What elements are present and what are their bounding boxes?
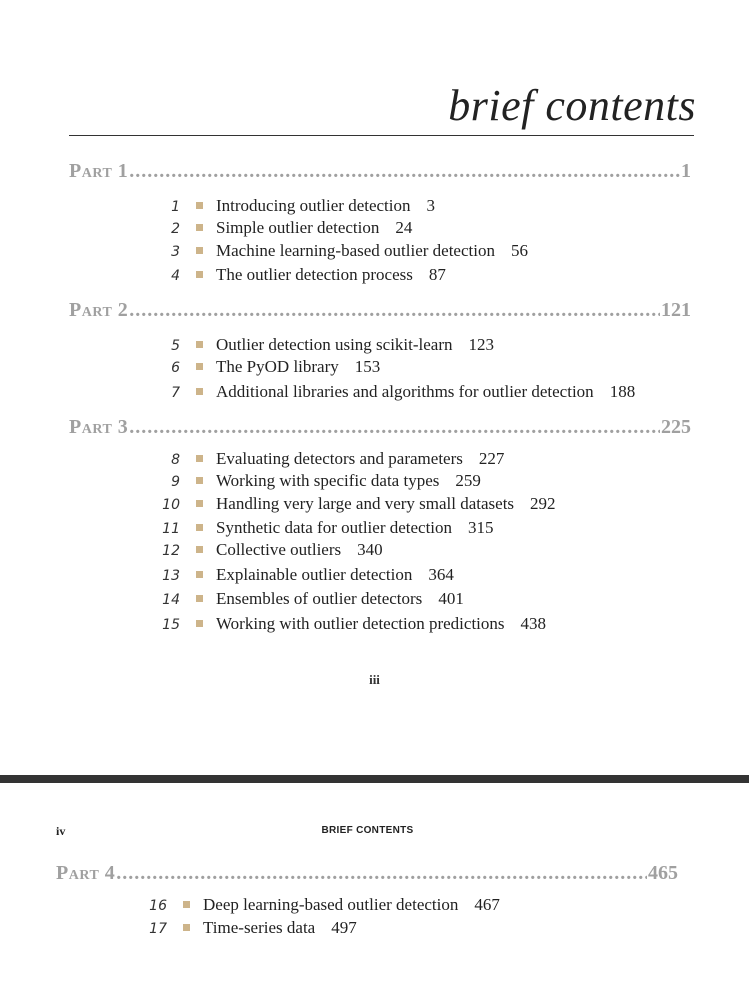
chapter-number: 17 <box>149 921 167 937</box>
chapter-title: Simple outlier detection <box>216 218 380 237</box>
chapter-number: 10 <box>162 497 180 513</box>
chapter-title: Working with outlier detection predictions <box>216 614 505 633</box>
part-page-number: 1 <box>681 160 691 182</box>
toc-chapter-entry[interactable] <box>0 357 700 379</box>
chapter-page-number: 227 <box>478 449 505 468</box>
chapter-number: 5 <box>171 338 180 354</box>
dot-leader <box>116 862 647 885</box>
toc-chapter-entry[interactable] <box>0 518 700 540</box>
chapter-page-number: 315 <box>468 518 494 537</box>
toc-chapter-entry[interactable] <box>0 540 700 562</box>
part-heading[interactable] <box>69 416 691 442</box>
toc-chapter-entry[interactable] <box>0 382 700 404</box>
chapter-page-number: 153 <box>354 357 381 376</box>
chapter-title: Introducing outlier detection <box>216 196 411 215</box>
chapter-number: 2 <box>171 221 180 237</box>
chapter-title: Working with specific data types <box>216 471 440 490</box>
toc-chapter-entry[interactable] <box>0 471 700 493</box>
chapter-number: 8 <box>171 452 180 468</box>
bullet-square-icon <box>196 363 203 370</box>
chapter-title: Explainable outlier detection <box>216 565 413 584</box>
chapter-number: 7 <box>171 385 180 401</box>
page-divider <box>0 775 749 783</box>
chapter-title: Ensembles of outlier detectors <box>216 589 423 608</box>
bullet-square-icon <box>196 595 203 602</box>
toc-chapter-entry[interactable] <box>0 589 700 611</box>
bullet-square-icon <box>196 224 203 231</box>
chapter-page-number: 24 <box>395 218 413 237</box>
chapter-page-number: 340 <box>357 540 383 559</box>
chapter-number: 4 <box>171 268 180 284</box>
chapter-number: 12 <box>162 543 180 559</box>
part-label: Part 4 <box>56 862 116 884</box>
chapter-page-number: 123 <box>468 335 495 354</box>
chapter-title: Handling very large and very small datasets <box>216 494 515 513</box>
part-heading[interactable] <box>69 299 691 325</box>
part-page-number: 121 <box>661 299 691 321</box>
chapter-page-number: 87 <box>428 265 446 284</box>
dot-leader <box>129 299 660 322</box>
chapter-number: 15 <box>162 617 180 633</box>
chapter-title: Outlier detection using scikit-learn <box>216 335 453 354</box>
bullet-square-icon <box>196 388 203 395</box>
chapter-title: Synthetic data for outlier detection <box>216 518 453 537</box>
bullet-square-icon <box>196 500 203 507</box>
toc-chapter-entry[interactable] <box>0 565 700 587</box>
bullet-square-icon <box>196 455 203 462</box>
chapter-page-number: 3 <box>426 196 435 215</box>
chapter-title: The outlier detection process <box>216 265 413 284</box>
chapter-number: 3 <box>171 244 180 260</box>
chapter-number: 9 <box>171 474 180 490</box>
toc-chapter-entry[interactable] <box>0 196 700 218</box>
chapter-page-number: 438 <box>520 614 547 633</box>
toc-chapter-entry[interactable] <box>0 335 700 357</box>
page-iv <box>0 783 749 995</box>
toc-chapter-entry[interactable] <box>0 918 687 940</box>
toc-chapter-entry[interactable] <box>0 895 687 917</box>
chapter-title: Additional libraries and algorithms for outlier detection <box>216 382 594 401</box>
toc-chapter-entry[interactable] <box>0 614 700 636</box>
dot-leader <box>129 160 680 183</box>
running-head: BRIEF CONTENTS <box>321 825 414 836</box>
bullet-square-icon <box>196 271 203 278</box>
chapter-title: Collective outliers <box>216 540 342 559</box>
chapter-page-number: 401 <box>438 589 464 608</box>
chapter-number: 6 <box>171 360 180 376</box>
bullet-square-icon <box>196 571 203 578</box>
page-folio: iv <box>56 824 66 838</box>
bullet-square-icon <box>196 202 203 209</box>
toc-chapter-entry[interactable] <box>0 449 700 471</box>
part-label: Part 1 <box>69 160 129 182</box>
chapter-page-number: 292 <box>530 494 556 513</box>
chapter-title: The PyOD library <box>216 357 339 376</box>
page-folio: iii <box>369 672 380 687</box>
chapter-title: Evaluating detectors and parameters <box>216 449 463 468</box>
chapter-number: 1 <box>171 199 180 215</box>
part-page-number: 225 <box>661 416 691 438</box>
chapter-page-number: 259 <box>455 471 481 490</box>
part-label: Part 2 <box>69 299 129 321</box>
toc-chapter-entry[interactable] <box>0 241 700 263</box>
chapter-title: Machine learning-based outlier detection <box>216 241 495 260</box>
bullet-square-icon <box>183 901 190 908</box>
chapter-page-number: 188 <box>609 382 636 401</box>
chapter-page-number: 497 <box>331 918 357 937</box>
chapter-page-number: 467 <box>474 895 500 914</box>
dot-leader <box>129 416 660 439</box>
page-title: brief contents <box>448 81 696 130</box>
chapter-number: 13 <box>162 568 180 584</box>
toc-chapter-entry[interactable] <box>0 265 700 287</box>
chapter-number: 16 <box>149 898 167 914</box>
toc-chapter-entry[interactable] <box>0 218 700 240</box>
part-label: Part 3 <box>69 416 129 438</box>
part-heading[interactable] <box>56 862 678 888</box>
title-rule <box>69 135 694 136</box>
chapter-title: Deep learning-based outlier detection <box>203 895 459 914</box>
chapter-number: 14 <box>162 592 180 608</box>
chapter-title: Time-series data <box>203 918 316 937</box>
bullet-square-icon <box>196 247 203 254</box>
part-heading[interactable] <box>69 160 691 186</box>
chapter-page-number: 56 <box>510 241 528 260</box>
chapter-page-number: 364 <box>428 565 454 584</box>
bullet-square-icon <box>196 546 203 553</box>
bullet-square-icon <box>196 620 203 627</box>
bullet-square-icon <box>196 477 203 484</box>
toc-chapter-entry[interactable] <box>0 494 700 516</box>
part-page-number: 465 <box>648 862 678 884</box>
chapter-number: 11 <box>162 521 180 537</box>
bullet-square-icon <box>183 924 190 931</box>
bullet-square-icon <box>196 524 203 531</box>
bullet-square-icon <box>196 341 203 348</box>
